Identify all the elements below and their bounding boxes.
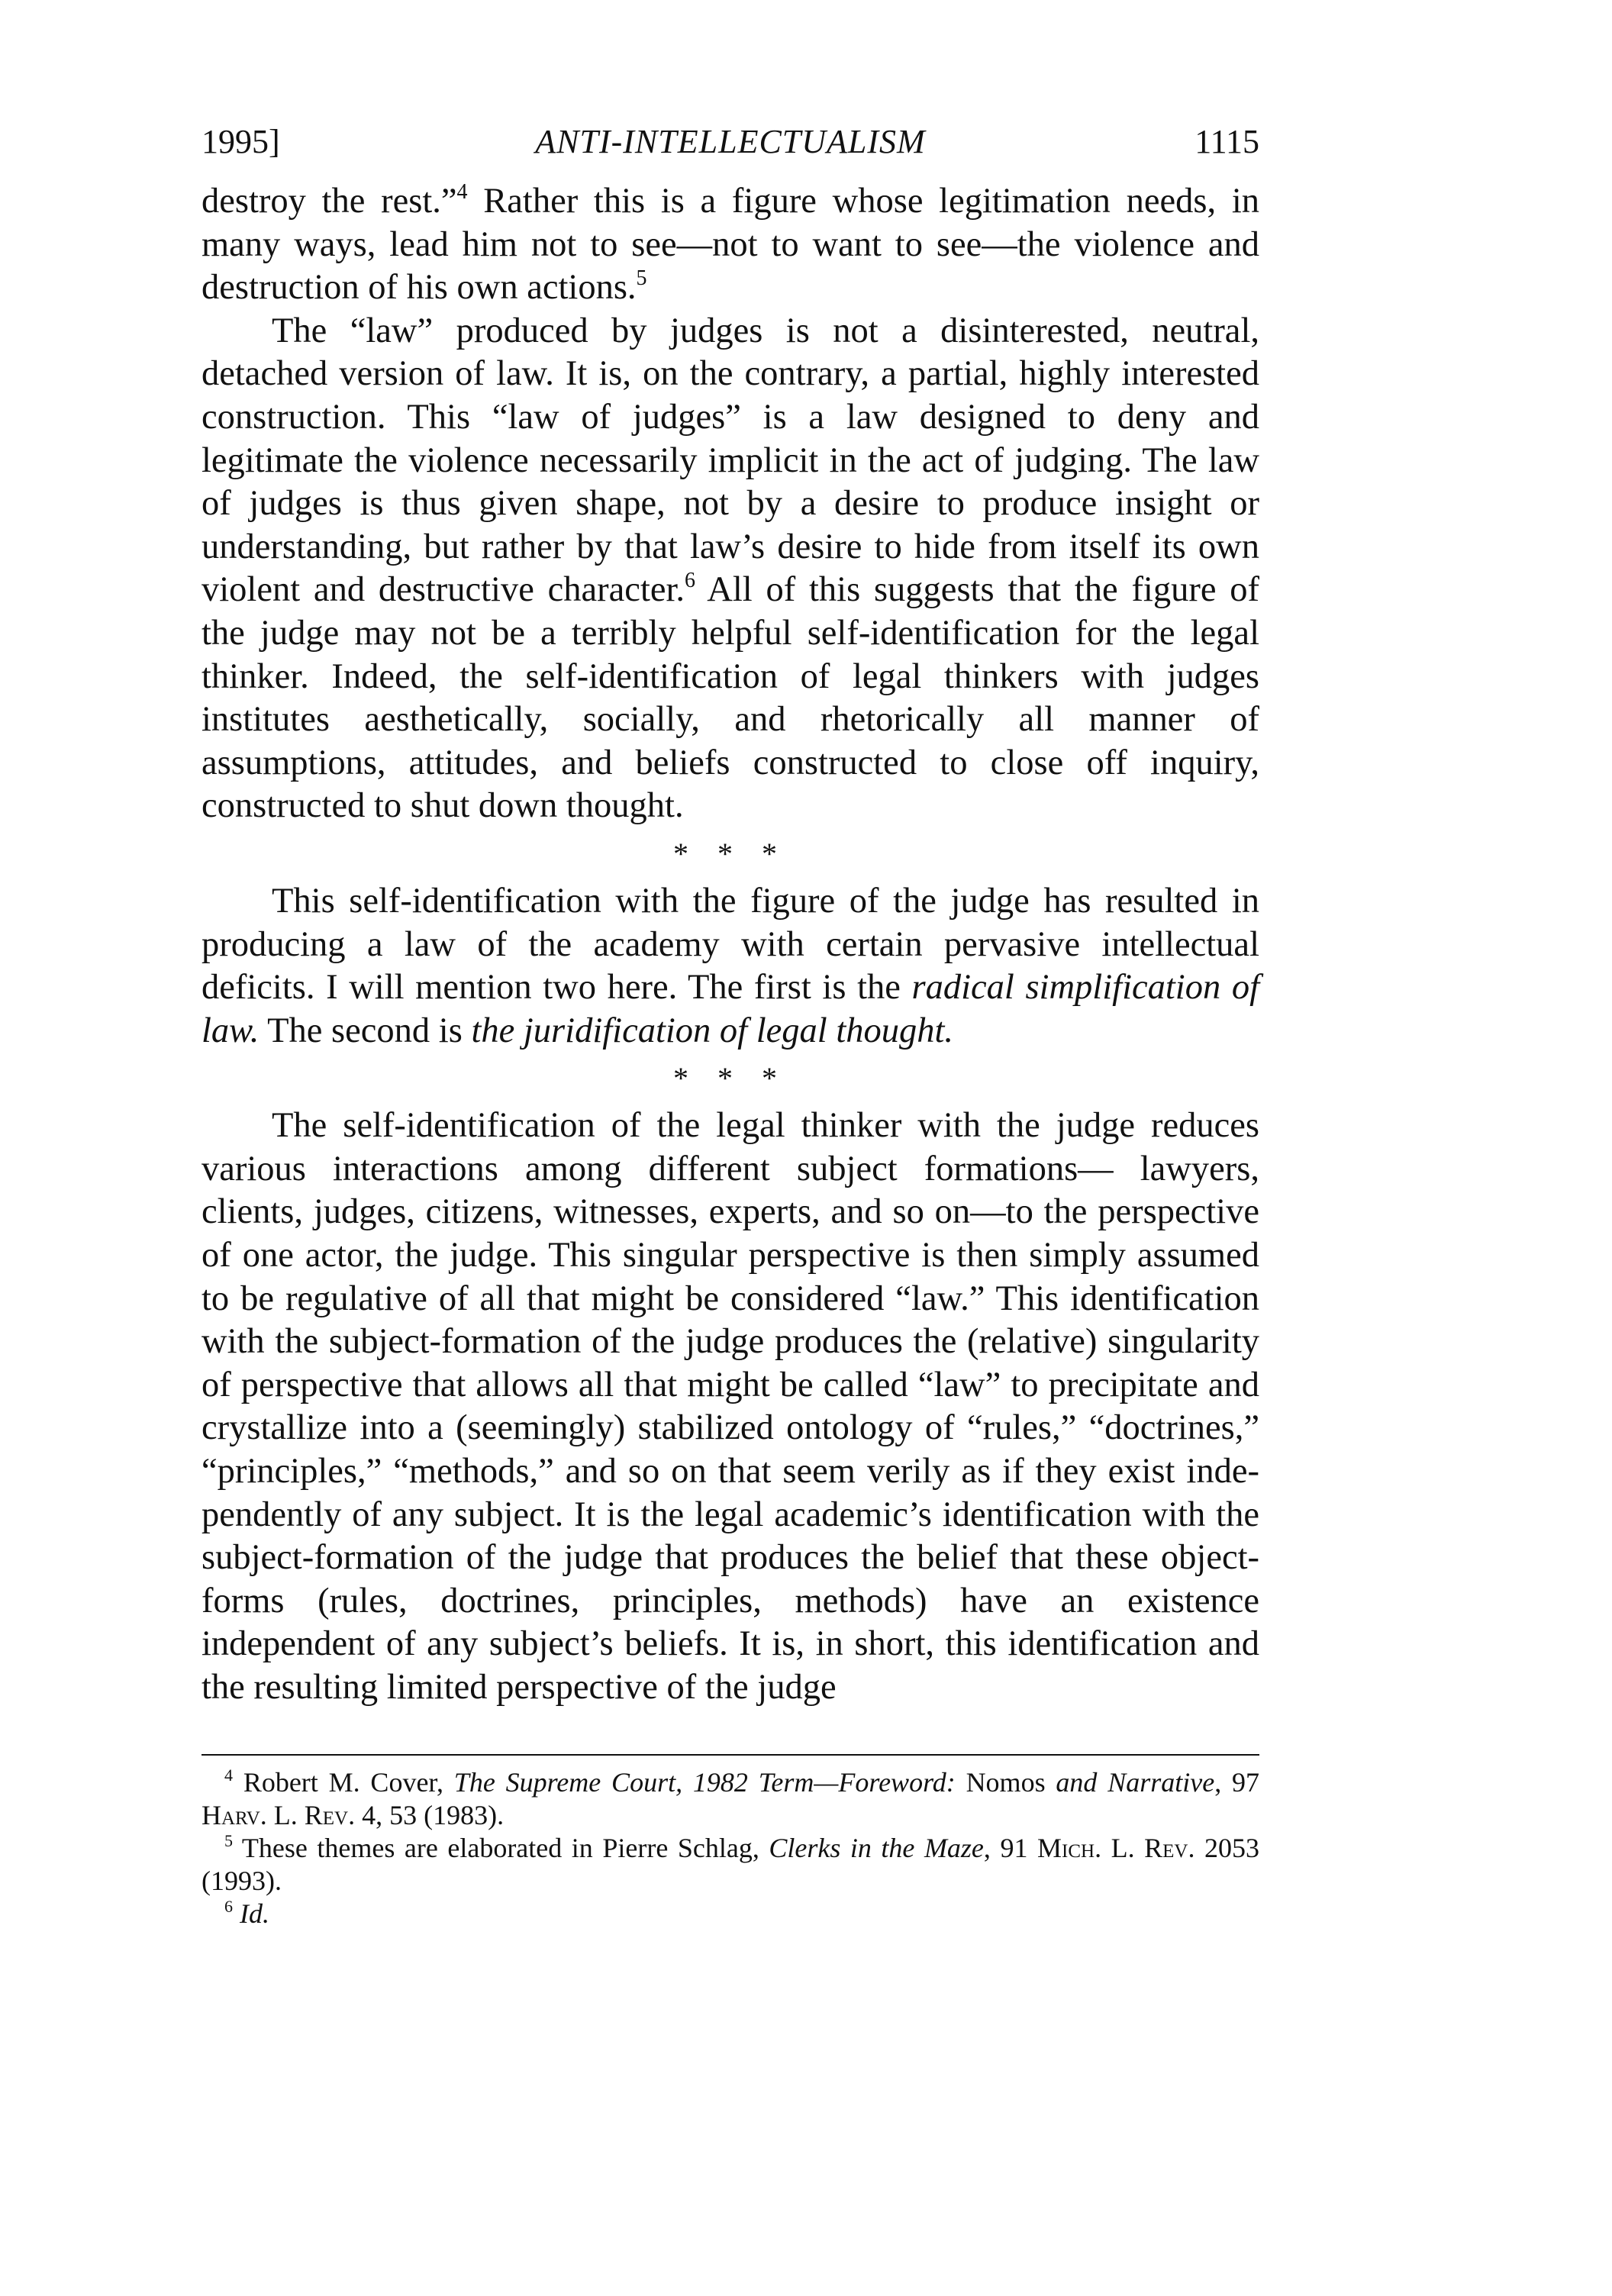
footnote-ref: 5 — [636, 266, 647, 291]
footnote-title: and Narrative — [1045, 1766, 1215, 1798]
paragraph-text: The “law” produced by judges is not a disinterested, neutral, detached version of law. It is, on the contrary, a partial, highly interested construction. This “law of judges” is a law designed to deny and legitimate the violence necessarily implicit in the act of judging. The law of judges is thus given shape, not by a desire to produce insight or understanding, but rather by that law’s desire to hide from itself its own violent and destructive character. — [202, 311, 1259, 610]
footnote-text: Robert M. Cover, — [233, 1766, 454, 1798]
section-separator: * * * — [673, 836, 788, 871]
footnote-divider — [202, 1754, 1259, 1756]
emphasis-text: radical simplification of law. — [202, 968, 1260, 1050]
running-head-year: 1995] — [202, 123, 280, 160]
footnote — [202, 1766, 1259, 1832]
body-text — [202, 180, 1259, 1710]
paragraph-text: All of this suggests that the figure of the judge may not be a terribly helpful self-identification for the legal thinker. Indeed, the self-identification of legal thinkers with judges institutes aesthetically, socially, and rhetorically all manner of assumptions, attitudes, and beliefs constructed to close off inquiry, constructed to shut down thought. — [202, 570, 1259, 826]
footnote-text: 2053 (1993). — [202, 1832, 1260, 1896]
footnote — [202, 1898, 1259, 1930]
footnote-number: 6 — [224, 1896, 233, 1916]
footnote-text: These themes are elaborated in Pierre Schlag, — [233, 1832, 769, 1863]
paragraph-text: The second is — [259, 1011, 472, 1050]
running-head — [202, 114, 1259, 169]
footnote-text: , 91 — [983, 1832, 1037, 1863]
footnote-title: Clerks in the Maze — [769, 1832, 984, 1863]
paragraph — [202, 310, 1259, 828]
footnote-text: Id. — [233, 1898, 269, 1929]
footnote-ref: 6 — [685, 569, 696, 593]
paragraph-text: Rather this is a figure whose legitimation needs, in many ways, lead him not to see—not to want to see—the violence and destruction of his own actions. — [202, 182, 1259, 308]
paragraph — [202, 880, 1259, 1053]
page-number: 1115 — [1194, 123, 1259, 160]
running-head-title: ANTI-INTELLECTUALISM — [535, 123, 926, 160]
footnote-number: 5 — [224, 1830, 233, 1850]
footnote-journal: Harv. L. Rev. — [202, 1799, 356, 1830]
footnote-number: 4 — [224, 1765, 233, 1785]
footnote-text: 4, 53 (1983). — [355, 1799, 505, 1830]
footnote-text: , 97 — [1214, 1766, 1260, 1798]
section-separator: * * * — [673, 1061, 788, 1096]
paragraph-continued — [202, 180, 1259, 310]
footnote — [202, 1832, 1259, 1898]
footnotes — [202, 1766, 1259, 1930]
journal-page — [202, 114, 1259, 1930]
footnote-journal: Mich. L. Rev. — [1037, 1832, 1195, 1863]
footnote-title-roman: Nomos — [966, 1766, 1046, 1798]
emphasis-text: the juridification of legal thought. — [471, 1011, 954, 1050]
paragraph: The self-identification of the legal thinker with the judge reduces various interactions among different subject formations— lawyers, clients, judges, citizens, witnesses, experts, and so on—to the perspective of one actor, the judge. This singular perspective is then simply assumed to be regulative of all that might be considered “law.” This identification with the subject-formation of the judge produces the (relative) singularity of perspective that allows all that might be called “law” to precipitate and crystallize into a (seemingly) stabilized ontology of “rules,” “doctrines,” “principles,” “methods,” and so on that seem verily as if they exist independently of any subject. It is the legal academic’s identification with the subject-formation of the judge that produces the belief that these object-forms (rules, doctrines, principles, methods) have an existence independent of any subject’s beliefs. It is, in short, this identification and the resulting limited perspective of the judge — [202, 1106, 1259, 1707]
paragraph-text: This self-identification with the figure of the judge has resulted in producing a law of the academy with certain pervasive intellectual deficits. I will mention two here. The first is the — [202, 881, 1259, 1008]
paragraph-text: destroy the rest.” — [202, 182, 457, 221]
footnote-title: The Supreme Court, 1982 Term—Foreword: — [453, 1766, 966, 1798]
footnote-ref: 4 — [456, 180, 468, 204]
